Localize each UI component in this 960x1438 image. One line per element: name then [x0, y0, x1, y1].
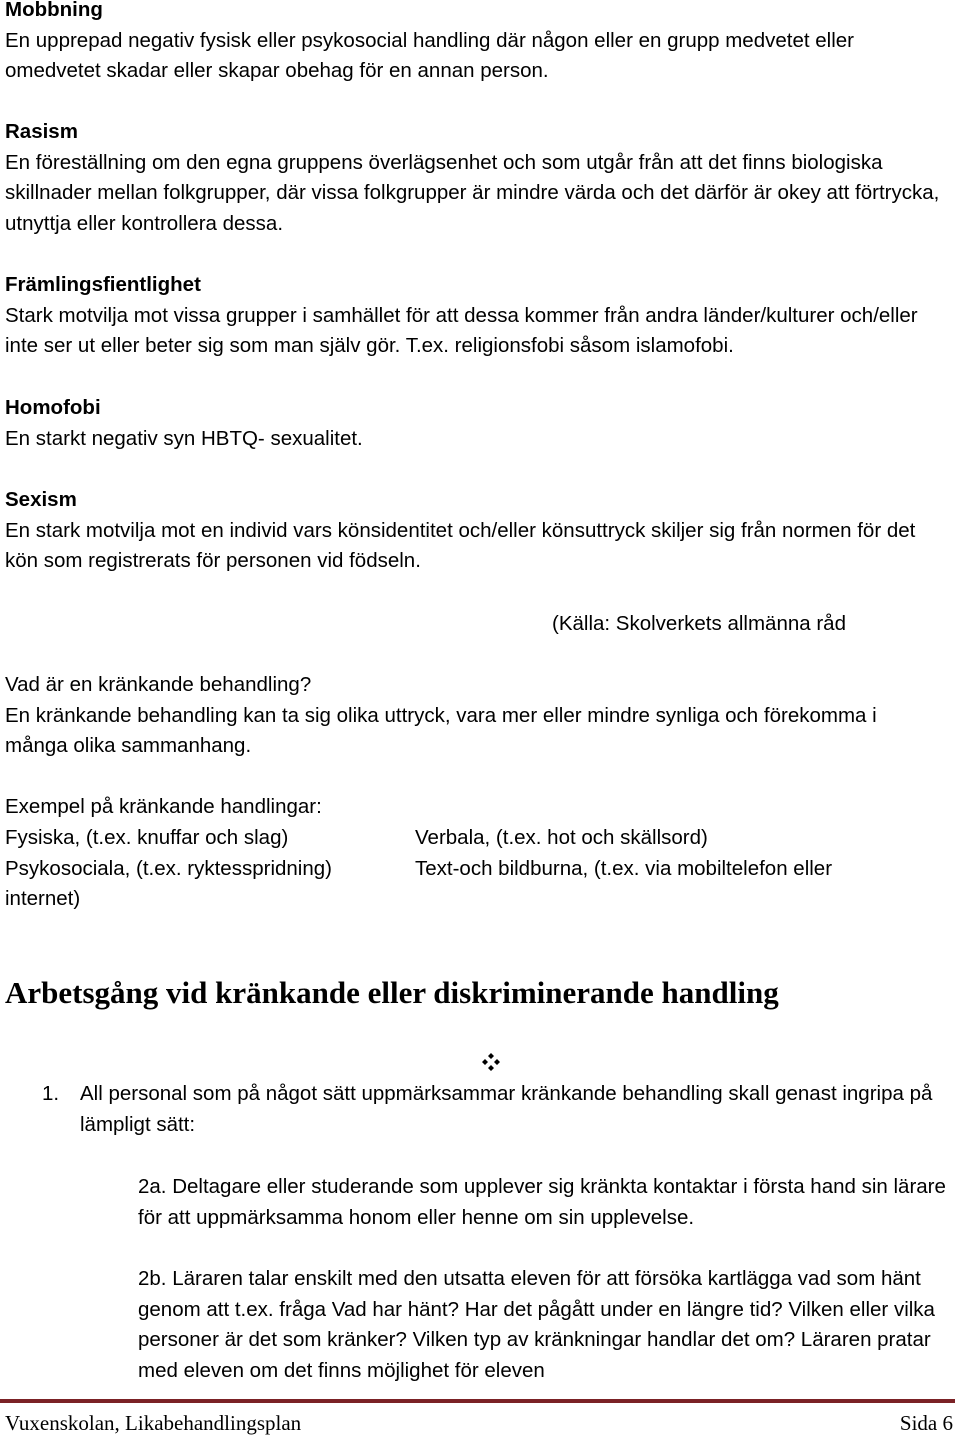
examples-right-column [415, 823, 935, 884]
term-homofobi: Homofobi [5, 396, 101, 419]
term-mobbning: Mobbning [5, 0, 103, 21]
procedure-item-1-text: All personal som på något sätt uppmärksammar kränkande behandling skall genast ingripa på lämpligt sätt: [80, 1082, 933, 1136]
krankande-section [5, 670, 940, 762]
section-heading: Arbetsgång vid kränkande eller diskriminerande handling [5, 975, 779, 1010]
term-sexism: Sexism [5, 488, 77, 511]
definition-text-rasism: En föreställning om den egna gruppens överlägsenhet och som utgår från att det finns biologiska skillnader mellan folkgrupper, där vissa folkgrupper är mindre värda och det därför är okey att förtrycka, utnyttja eller kontrollera dessa. [5, 150, 940, 235]
term-framlingsfientlighet: Främlingsfientlighet [5, 273, 201, 296]
definition-text-homofobi: En starkt negativ syn HBTQ- sexualitet. [5, 426, 363, 450]
examples-left-column [5, 823, 405, 915]
term-rasism: Rasism [5, 120, 78, 143]
footer-divider [0, 1399, 955, 1403]
footer-page-number: Sida 6 [899, 1411, 953, 1435]
krankande-question: Vad är en kränkande behandling? [5, 673, 312, 696]
footer-document-title: Vuxenskolan, Likabehandlingsplan [5, 1411, 302, 1435]
example-item: Psykosociala, (t.ex. ryktesspridning) [5, 856, 332, 880]
definition-sexism [5, 485, 945, 577]
procedure-item-2b: 2b. Läraren talar enskilt med den utsatta eleven för att försöka kartlägga vad som hänt genom att t.ex. fråga Vad har hänt? Har det pågått under en längre tid? Vilken eller vilka personer är det som kränker? Vilken typ av kränkningar handlar det om? Läraren pratar med eleven om det finns möjlighet för eleven [138, 1267, 935, 1382]
definition-text-mobbning: En upprepad negativ fysisk eller psykosocial handling där någon eller en grupp medvetet eller omedvetet skadar eller skapar obehag för en annan person. [5, 28, 854, 83]
source-citation: (Källa: Skolverkets allmänna råd [552, 612, 846, 635]
krankande-answer: En kränkande behandling kan ta sig olika uttryck, vara mer eller mindre synliga och förekomma i många olika sammanhang. [5, 703, 877, 758]
definition-homofobi [5, 393, 945, 454]
examples-heading: Exempel på kränkande handlingar: [5, 795, 322, 818]
definition-rasism [5, 117, 940, 239]
example-item: internet) [5, 887, 81, 911]
list-number: 1. [42, 1082, 60, 1105]
example-item: Text-och bildburna, (t.ex. via mobiltelefon eller [415, 856, 833, 880]
example-item: Fysiska, (t.ex. knuffar och slag) [5, 826, 289, 849]
diamond-bullet-icon [481, 1052, 501, 1072]
procedure-item-2a: 2a. Deltagare eller studerande som upplever sig kränkta kontaktar i första hand sin lärare för att uppmärksamma honom eller henne om sin upplevelse. [138, 1175, 946, 1229]
definition-text-framlingsfientlighet: Stark motvilja mot vissa grupper i samhället för att dessa kommer från andra länder/kulturer och/eller inte ser ut eller beter sig som man själv gör. T.ex. religionsfobi såsom islamofobi. [5, 303, 918, 358]
definition-framlingsfientlighet [5, 270, 955, 362]
example-item: Verbala, (t.ex. hot och skällsord) [415, 826, 708, 849]
definition-mobbning [5, 0, 945, 87]
definition-text-sexism: En stark motvilja mot en individ vars könsidentitet och/eller könsuttryck skiljer sig från normen för det kön som registrerats för personen vid födseln. [5, 518, 916, 573]
